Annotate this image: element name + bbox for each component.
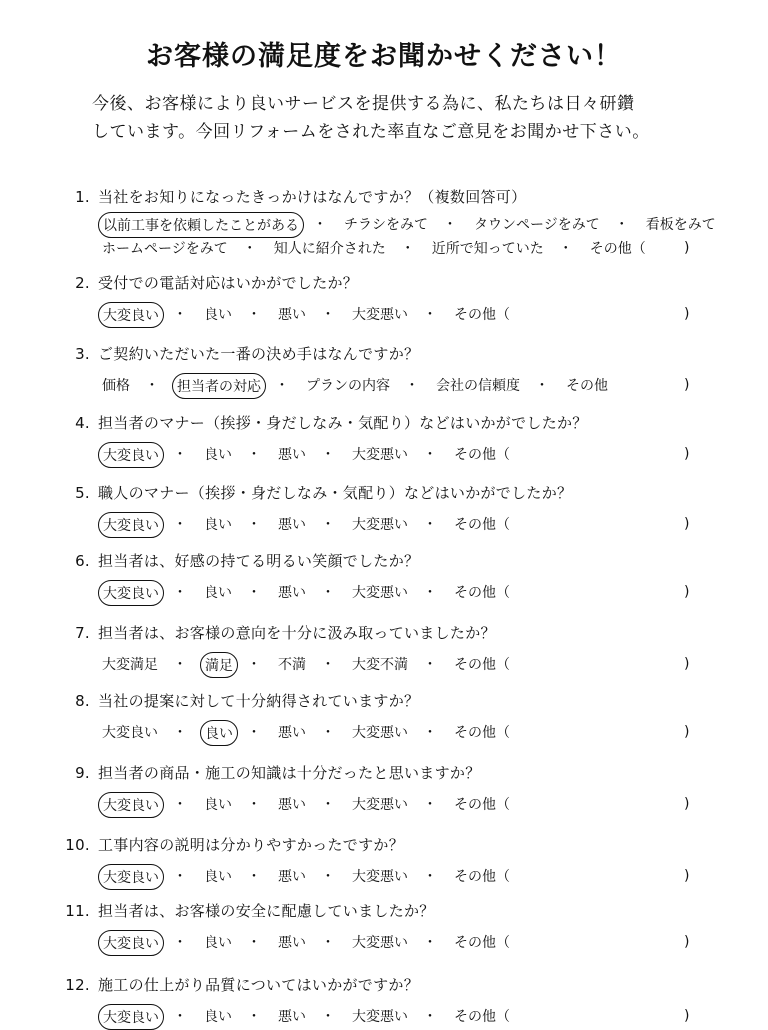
- question-heading: [62, 550, 419, 571]
- separator-dot: ・: [423, 657, 437, 673]
- question-number: 10.: [65, 836, 90, 854]
- separator-dot: ・: [173, 307, 187, 323]
- separator-dot: ・: [321, 517, 335, 533]
- separator-dot: ・: [173, 869, 187, 885]
- option-selected[interactable]: 大変良い: [98, 442, 164, 468]
- option[interactable]: 悪い: [278, 725, 306, 741]
- option[interactable]: 良い: [204, 585, 232, 601]
- option-selected[interactable]: 大変良い: [98, 1004, 164, 1030]
- option[interactable]: 良い: [204, 1009, 232, 1025]
- separator-dot: ・: [247, 585, 261, 601]
- separator-dot: ・: [321, 725, 335, 741]
- option[interactable]: 悪い: [278, 935, 306, 951]
- separator-dot: ・: [423, 447, 437, 463]
- separator-dot: ・: [321, 657, 335, 673]
- option[interactable]: 良い: [204, 517, 232, 533]
- question-heading: [62, 186, 526, 207]
- separator-dot: ・: [247, 447, 261, 463]
- option-row: [0, 373, 768, 397]
- intro-line: しています。今回リフォームをされた率直なご意見をお聞かせ下さい。: [92, 122, 650, 142]
- question-heading: [62, 974, 419, 995]
- question-text: 工事内容の説明は分かりやすかったですか？: [98, 836, 405, 854]
- option[interactable]: 大変悪い: [352, 869, 408, 885]
- question-text: 職人のマナー（挨拶・身だしなみ・気配り）などはいかがでしたか？: [98, 484, 573, 502]
- option-row: [0, 1004, 768, 1028]
- question-text: 担当者のマナー（挨拶・身だしなみ・気配り）などはいかがでしたか？: [98, 414, 588, 432]
- separator-dot: ・: [247, 797, 261, 813]
- option[interactable]: 大変悪い: [352, 725, 408, 741]
- close-paren: ): [684, 516, 690, 532]
- question-heading: [62, 482, 572, 503]
- option[interactable]: 悪い: [278, 869, 306, 885]
- separator-dot: ・: [173, 657, 187, 673]
- option[interactable]: その他（: [454, 935, 510, 951]
- close-paren: ): [684, 724, 690, 740]
- question-heading: [62, 690, 419, 711]
- page-title: お客様の満足度をお聞かせください！: [146, 41, 622, 72]
- separator-dot: ・: [247, 1009, 261, 1025]
- option[interactable]: 大変悪い: [352, 1009, 408, 1025]
- separator-dot: ・: [321, 307, 335, 323]
- separator-dot: ・: [321, 797, 335, 813]
- separator-dot: ・: [247, 725, 261, 741]
- option[interactable]: その他（: [454, 797, 510, 813]
- option[interactable]: 良い: [204, 307, 232, 323]
- option-selected[interactable]: 大変良い: [98, 930, 164, 956]
- option-row: [0, 864, 768, 888]
- option[interactable]: その他（: [454, 447, 510, 463]
- option[interactable]: その他: [566, 378, 608, 394]
- option-selected[interactable]: 大変良い: [98, 792, 164, 818]
- question-number: 1.: [75, 188, 90, 206]
- option[interactable]: その他（: [454, 869, 510, 885]
- close-paren: ): [684, 934, 690, 950]
- option[interactable]: その他（: [589, 241, 646, 257]
- separator-dot: ・: [405, 378, 419, 394]
- separator-dot: ・: [321, 935, 335, 951]
- option[interactable]: 悪い: [278, 307, 306, 323]
- close-paren: ): [684, 446, 690, 462]
- option-selected[interactable]: 大変良い: [98, 864, 164, 890]
- question-text: 担当者は、好感の持てる明るい笑顔でしたか？: [98, 552, 420, 570]
- separator-dot: ・: [614, 217, 629, 233]
- option[interactable]: 大変悪い: [352, 447, 408, 463]
- option[interactable]: 価格: [102, 378, 130, 394]
- option-row: [0, 930, 768, 954]
- separator-dot: ・: [400, 241, 415, 257]
- close-paren: ): [684, 584, 690, 600]
- question-number: 11.: [65, 902, 90, 920]
- separator-dot: ・: [423, 517, 437, 533]
- option[interactable]: 不満: [278, 657, 306, 673]
- option-row: [0, 720, 768, 744]
- option[interactable]: 悪い: [278, 797, 306, 813]
- separator-dot: ・: [321, 447, 335, 463]
- question-heading: [62, 343, 419, 364]
- question-number: 12.: [65, 976, 90, 994]
- question-heading: [62, 622, 496, 643]
- option[interactable]: 大変悪い: [352, 307, 408, 323]
- question-text: 施工の仕上がり品質についてはいかがですか？: [98, 976, 420, 994]
- question-number: 9.: [75, 764, 90, 782]
- option[interactable]: 大変不満: [352, 657, 408, 673]
- option-selected[interactable]: 大変良い: [98, 302, 164, 328]
- option[interactable]: その他（: [454, 1009, 510, 1025]
- option[interactable]: 良い: [204, 447, 232, 463]
- separator-dot: ・: [313, 217, 327, 233]
- intro-line: 今後、お客様により良いサービスを提供する為に、私たちは日々研鑽: [92, 94, 635, 114]
- question-number: 4.: [75, 414, 90, 432]
- option[interactable]: 大変満足: [102, 657, 158, 673]
- option[interactable]: 良い: [204, 797, 232, 813]
- option-row: [0, 212, 768, 236]
- question-text: 受付での電話対応はいかがでしたか？: [98, 274, 359, 292]
- separator-dot: ・: [321, 585, 335, 601]
- separator-dot: ・: [321, 1009, 335, 1025]
- option-selected[interactable]: 満足: [200, 652, 238, 678]
- option[interactable]: 看板をみて: [645, 217, 716, 233]
- separator-dot: ・: [423, 797, 437, 813]
- question-number: 7.: [75, 624, 90, 642]
- question-text: 当社の提案に対して十分納得されていますか？: [98, 692, 420, 710]
- separator-dot: ・: [173, 935, 187, 951]
- question-number: 5.: [75, 484, 90, 502]
- separator-dot: ・: [423, 1009, 437, 1025]
- question-number: 3.: [75, 345, 90, 363]
- separator-dot: ・: [558, 241, 573, 257]
- option[interactable]: ホームページをみて: [102, 241, 228, 257]
- separator-dot: ・: [173, 517, 187, 533]
- option[interactable]: 近所で知っていた: [431, 241, 544, 257]
- question-heading: [62, 762, 481, 783]
- option-row: [0, 236, 768, 260]
- separator-dot: ・: [321, 869, 335, 885]
- option[interactable]: その他（: [454, 657, 510, 673]
- option[interactable]: その他（: [454, 517, 510, 533]
- close-paren: ): [684, 1008, 690, 1024]
- option[interactable]: 悪い: [278, 447, 306, 463]
- option[interactable]: 悪い: [278, 1009, 306, 1025]
- question-text: 担当者は、お客様の安全に配慮していましたか？: [98, 902, 435, 920]
- separator-dot: ・: [423, 725, 437, 741]
- separator-dot: ・: [443, 217, 457, 233]
- separator-dot: ・: [173, 447, 187, 463]
- option[interactable]: 大変良い: [102, 725, 158, 741]
- option[interactable]: チラシをみて: [344, 217, 428, 233]
- close-paren: ): [684, 377, 690, 393]
- separator-dot: ・: [173, 725, 187, 741]
- option[interactable]: その他（: [454, 725, 510, 741]
- option[interactable]: 良い: [204, 935, 232, 951]
- option-selected[interactable]: 以前工事を依頼したことがある: [98, 212, 304, 238]
- option[interactable]: プランの内容: [306, 378, 390, 394]
- separator-dot: ・: [173, 585, 187, 601]
- question-heading: [62, 900, 435, 921]
- option[interactable]: 知人に紹介された: [273, 241, 386, 257]
- separator-dot: ・: [247, 307, 261, 323]
- option-row: [0, 512, 768, 536]
- close-paren: ): [684, 240, 690, 256]
- question-text: 当社をお知りになったきっかけはなんですか？（複数回答可）: [98, 188, 527, 206]
- question-number: 8.: [75, 692, 90, 710]
- close-paren: ): [684, 868, 690, 884]
- close-paren: ): [684, 796, 690, 812]
- option[interactable]: 大変悪い: [352, 935, 408, 951]
- option[interactable]: 大変悪い: [352, 797, 408, 813]
- separator-dot: ・: [535, 378, 549, 394]
- option[interactable]: 大変悪い: [352, 585, 408, 601]
- question-heading: [62, 834, 404, 855]
- separator-dot: ・: [173, 797, 187, 813]
- separator-dot: ・: [423, 585, 437, 601]
- separator-dot: ・: [145, 378, 159, 394]
- option-selected[interactable]: 大変良い: [98, 580, 164, 606]
- separator-dot: ・: [247, 517, 261, 533]
- option-row: [0, 442, 768, 466]
- separator-dot: ・: [423, 869, 437, 885]
- question-heading: [62, 272, 358, 293]
- option[interactable]: 良い: [204, 869, 232, 885]
- option-row: [0, 580, 768, 604]
- question-text: 担当者の商品・施工の知識は十分だったと思いますか？: [98, 764, 481, 782]
- question-text: 担当者は、お客様の意向を十分に汲み取っていましたか？: [98, 624, 496, 642]
- option[interactable]: その他（: [454, 585, 510, 601]
- separator-dot: ・: [242, 241, 257, 257]
- separator-dot: ・: [423, 307, 437, 323]
- question-text: ご契約いただいた一番の決め手はなんですか？: [98, 345, 420, 363]
- option-row: [0, 302, 768, 326]
- intro-text: [92, 90, 732, 146]
- separator-dot: ・: [247, 935, 261, 951]
- question-number: 2.: [75, 274, 90, 292]
- option-selected[interactable]: 大変良い: [98, 512, 164, 538]
- option[interactable]: 会社の信頼度: [436, 378, 520, 394]
- option-selected[interactable]: 良い: [200, 720, 238, 746]
- option[interactable]: タウンページをみて: [474, 217, 600, 233]
- option[interactable]: 悪い: [278, 517, 306, 533]
- separator-dot: ・: [247, 657, 261, 673]
- separator-dot: ・: [173, 1009, 187, 1025]
- option[interactable]: 大変悪い: [352, 517, 408, 533]
- option-row: [0, 652, 768, 676]
- question-number: 6.: [75, 552, 90, 570]
- option-selected[interactable]: 担当者の対応: [172, 373, 266, 399]
- separator-dot: ・: [423, 935, 437, 951]
- close-paren: ): [684, 306, 690, 322]
- close-paren: ): [684, 656, 690, 672]
- option[interactable]: 悪い: [278, 585, 306, 601]
- option-row: [0, 792, 768, 816]
- question-heading: [62, 412, 588, 433]
- separator-dot: ・: [275, 378, 289, 394]
- separator-dot: ・: [247, 869, 261, 885]
- option[interactable]: その他（: [454, 307, 510, 323]
